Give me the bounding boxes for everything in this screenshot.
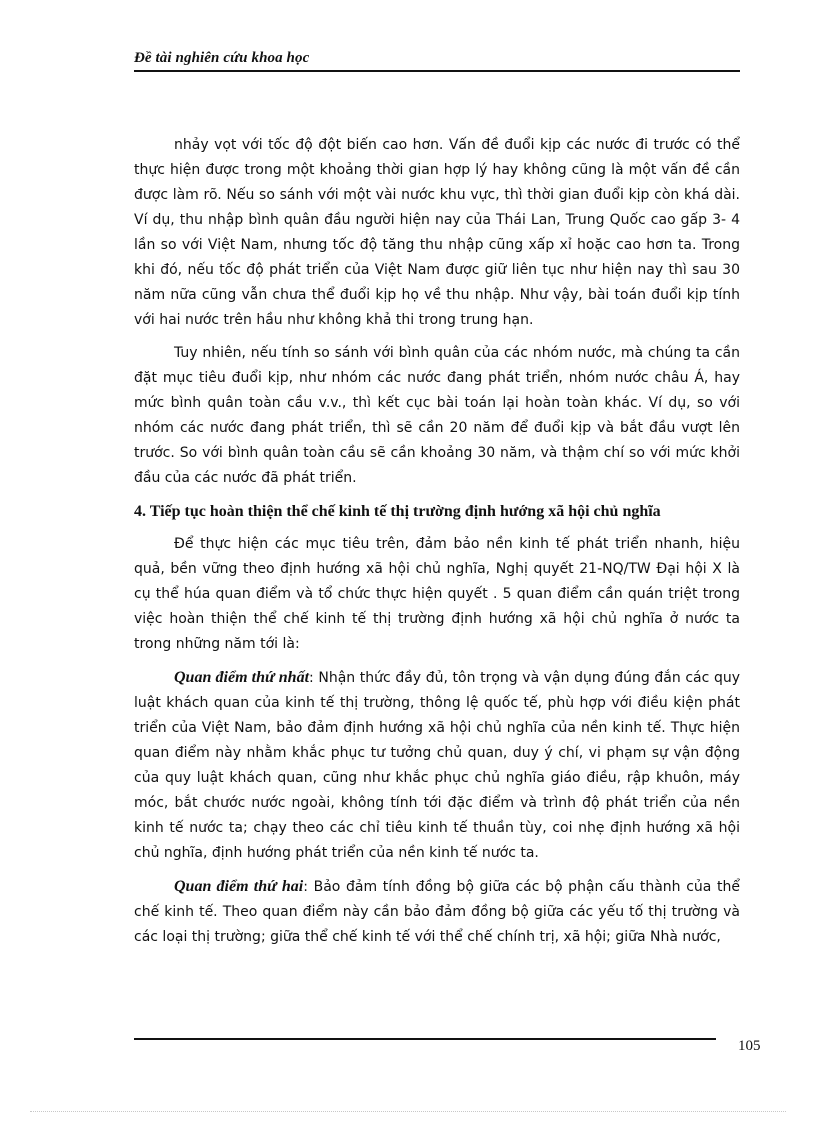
paragraph-3: Để thực hiện các mục tiêu trên, đảm bảo nền kinh tế phát triển nhanh, hiệu quả, bền vững theo định hướng xã hội chủ nghĩa, Nghị quyết 21-NQ/TW Đại hội X là cụ thể húa quan điểm và tổ chức thực hiện quyết . 5 quan điểm cần quán triệt trong việc hoàn thiện thể chế kinh tế thị trường định hướng xã hội chủ nghĩa ở nước ta trong những năm tới là: <box>134 536 740 652</box>
footer-rule <box>134 1038 716 1040</box>
section-heading-4: 4. Tiếp tục hoàn thiện thể chế kinh tế thị trường định hướng xã hội chủ nghĩa <box>134 503 661 520</box>
page-number: 105 <box>738 1038 761 1054</box>
paragraph-5 <box>134 874 740 950</box>
paragraph-2: Tuy nhiên, nếu tính so sánh với bình quân của các nhóm nước, mà chúng ta cần đặt mục tiêu đuổi kịp, như nhóm các nước đang phát triển, nhóm nước châu Á, hay mức bình quân toàn cầu v.v., thì kết cục bài toán lại hoàn toàn khác. Ví dụ, so với nhóm các nước đang phát triển, thì sẽ cần 20 năm để đuổi kịp và bắt đầu vượt lên trước. So với bình quân toàn cầu sẽ cần khoảng 30 năm, và thậm chí so với mức khởi đầu của các nước đã phát triển. <box>134 345 740 486</box>
term-quan-diem-thu-hai: Quan điểm thứ hai <box>174 878 304 895</box>
page-bottom-dotted-edge <box>30 1111 786 1112</box>
header-rule <box>134 70 740 72</box>
body-text <box>134 133 740 958</box>
paragraph-4 <box>134 665 740 866</box>
paragraph-4-text: : Nhận thức đầy đủ, tôn trọng và vận dụng đúng đắn các quy luật khách quan của kinh tế thị trường, thông lệ quốc tế, phù hợp với điều kiện phát triển của Việt Nam, bảo đảm định hướng xã hội chủ nghĩa của nền kinh tế. Thực hiện quan điểm này nhằm khắc phục tư tưởng chủ quan, duy ý chí, vi phạm sự vận động của quy luật khách quan, cũng như khắc phục chủ nghĩa giáo điều, rập khuôn, máy móc, bắt chước nước ngoài, không tính tới đặc điểm và trình độ phát triển của nền kinh tế nước ta; chạy theo các chỉ tiêu kinh tế thuần tùy, coi nhẹ định hướng xã hội chủ nghĩa, định hướng phát triển của nền kinh tế nước ta. <box>134 670 740 861</box>
term-quan-diem-thu-nhat: Quan điểm thứ nhất <box>174 669 310 686</box>
paragraph-1: nhảy vọt với tốc độ đột biến cao hơn. Vấn đề đuổi kịp các nước đi trước có thể thực hiện được trong một khoảng thời gian hợp lý hay không cũng là một vấn đề cần được làm rõ. Nếu so sánh với một vài nước khu vực, thì thời gian đuổi kịp còn khá dài. Ví dụ, thu nhập bình quân đầu người hiện nay của Thái Lan, Trung Quốc cao gấp 3- 4 lần so với Việt Nam, nhưng tốc độ tăng thu nhập cũng xấp xỉ hoặc cao hơn ta. Trong khi đó, nếu tốc độ phát triển của Việt Nam được giữ liên tục như hiện nay thì sau 30 năm nữa cũng vẫn chưa thể đuổi kịp họ về thu nhập. Như vậy, bài toán đuổi kịp tính với hai nước trên hầu như không khả thi trong trung hạn. <box>134 137 740 328</box>
running-header-title: Đề tài nghiên cứu khoa học <box>134 50 310 66</box>
paragraph-5-text: : Bảo đảm tính đồng bộ giữa các bộ phận cấu thành của thể chế kinh tế. Theo quan điểm này cần bảo đảm đồng bộ giữa các yếu tố thị trường và các loại thị trường; giữa thể chế kinh tế với thể chế chính trị, xã hội; giữa Nhà nước, <box>134 879 740 945</box>
